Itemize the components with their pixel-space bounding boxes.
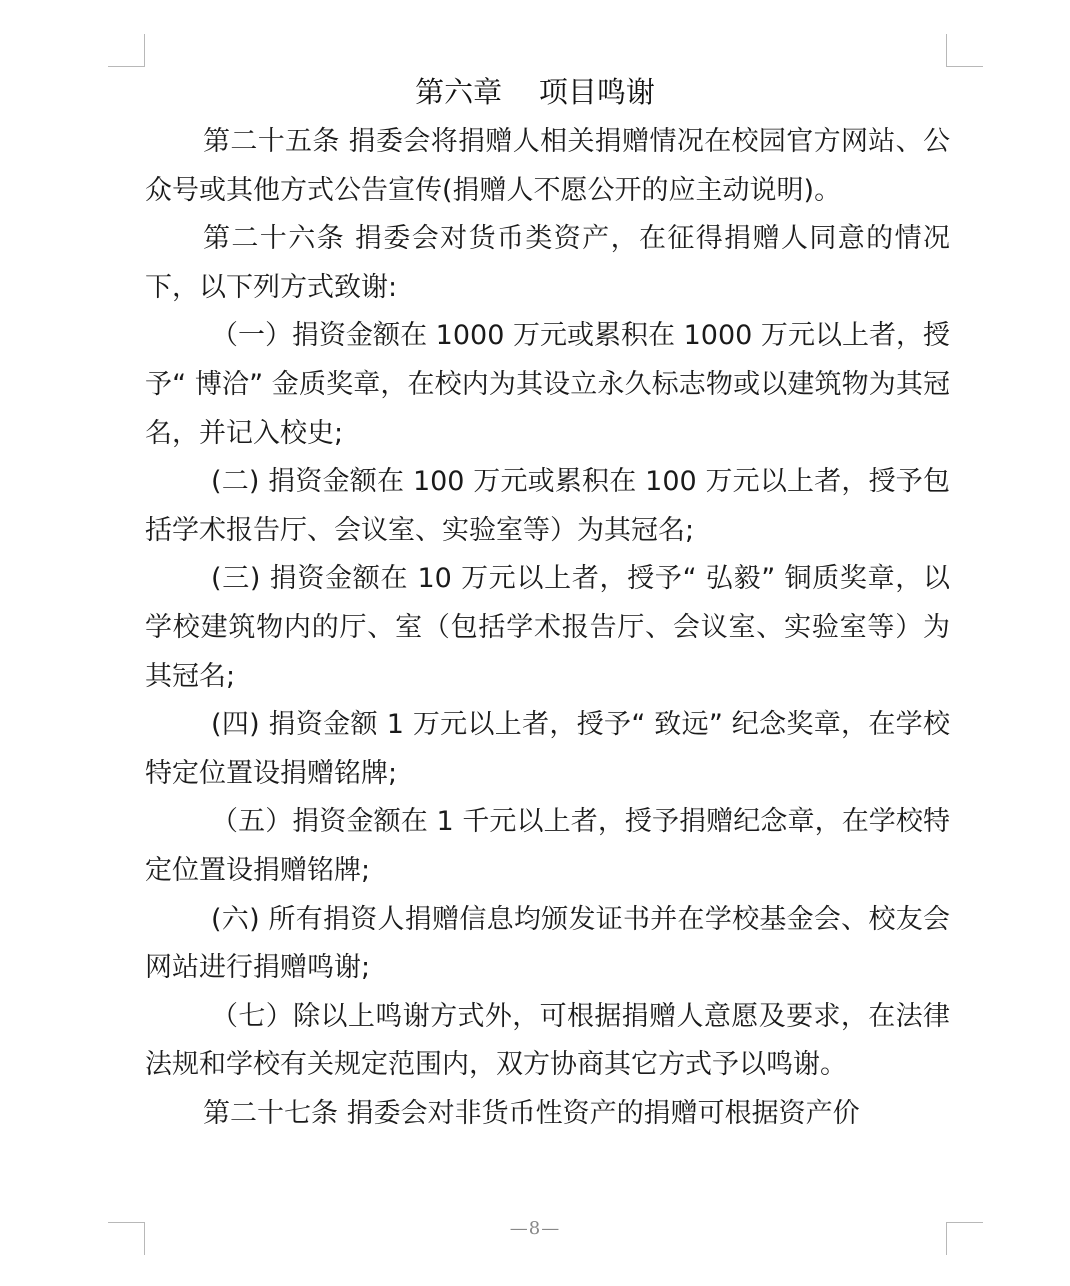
- item-1: （一）捐资金额在 1000 万元或累积在 1000 万元以上者，授予“ 博洽” 金质奖章，在校内为其设立永久标志物或以建筑物为其冠名，并记入校史;: [145, 320, 950, 449]
- article-25: 第二十五条 捐委会将捐赠人相关捐赠情况在校园官方网站、公众号或其他方式公告宣传(捐赠人不愿公开的应主动说明)。: [145, 126, 950, 206]
- crop-mark-top-right: [946, 34, 983, 67]
- item-7: （七）除以上鸣谢方式外，可根据捐赠人意愿及要求，在法律法规和学校有关规定范围内，双方协商其它方式予以鸣谢。: [145, 1000, 950, 1081]
- item-6: (六) 所有捐资人捐赠信息均颁发证书并在学校基金会、校友会网站进行捐赠鸣谢;: [145, 903, 950, 984]
- item-2: (二) 捐资金额在 100 万元或累积在 100 万元以上者，授予包括学术报告厅、会议室、实验室等）为其冠名;: [145, 466, 950, 546]
- crop-mark-top-left: [108, 34, 145, 67]
- page-number: —8—: [509, 1218, 561, 1239]
- item-3: (三) 捐资金额在 10 万元以上者，授予“ 弘毅” 铜质奖章，以学校建筑物内的厅、室（包括学术报告厅、会议室、实验室等）为其冠名;: [145, 563, 950, 692]
- article-26: 第二十六条 捐委会对货币类资产，在征得捐赠人同意的情况下，以下列方式致谢:: [145, 223, 950, 303]
- item-4: (四) 捐资金额 1 万元以上者，授予“ 致远” 纪念奖章，在学校特定位置设捐赠铭牌;: [145, 709, 950, 789]
- article-27: 第二十七条 捐委会对非货币性资产的捐赠可根据资产价: [203, 1097, 860, 1129]
- item-5: （五）捐资金额在 1 千元以上者，授予捐赠纪念章，在学校特定位置设捐赠铭牌;: [145, 806, 950, 886]
- document-body: [145, 118, 950, 1138]
- chapter-title: 第六章 项目鸣谢: [415, 75, 655, 109]
